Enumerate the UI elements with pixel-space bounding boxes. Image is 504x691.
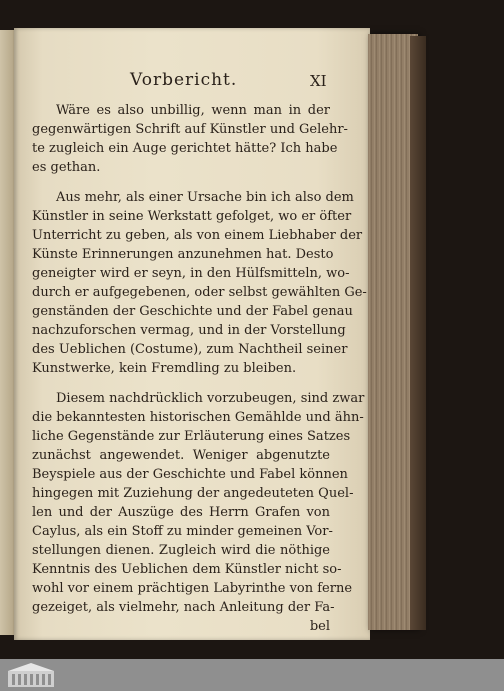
text-line: Kunstwerke, kein Fremdling zu bleiben. — [32, 361, 297, 376]
text-line: Kenntnis des Ueblichen dem Künstler nicht so- — [32, 562, 342, 577]
text-line: Diesem nachdrücklich vorzubeugen, sind zwar — [56, 391, 365, 406]
text-line: Caylus, als ein Stoff zu minder gemeinen Vor- — [32, 524, 333, 539]
catchword: bel — [309, 619, 330, 634]
viewer-footer-bar — [0, 659, 504, 691]
text-line: Künstler in seine Werkstatt gefolget, wo er öfter — [32, 209, 352, 224]
text-line: Unterricht zu geben, als von einem Liebhaber der — [32, 228, 363, 243]
text-line: nachzuforschen vermag, und in der Vorstellung — [32, 323, 346, 338]
running-head-title: Vorbericht. — [130, 70, 238, 90]
book-cover-edge — [410, 36, 426, 630]
page-number: XI — [310, 72, 327, 90]
text-line: len und der Auszüge des Herrn Grafen von — [32, 505, 330, 520]
text-line: Künste Erinnerungen anzunehmen hat. Desto — [32, 247, 334, 262]
text-line: geneigter wird er seyn, in den Hülfsmitteln, wo- — [32, 266, 350, 281]
text-line: Aus mehr, als einer Ursache bin ich also dem — [56, 190, 354, 205]
text-line: Wäre es also unbillig, wenn man in der — [56, 103, 330, 118]
text-line: durch er aufgegebenen, oder selbst gewählten Ge- — [32, 285, 367, 300]
text-line: gegenwärtigen Schrift auf Künstler und Gelehr- — [32, 122, 348, 137]
text-line: genständen der Geschichte und der Fabel genau — [32, 304, 353, 319]
text-line: es gethan. — [32, 160, 101, 175]
text-line: te zugleich ein Auge gerichtet hätte? Ich habe — [32, 141, 338, 156]
library-building-icon — [6, 661, 56, 689]
text-line: stellungen dienen. Zugleich wird die nöthige — [32, 543, 330, 558]
text-line: liche Gegenstände zur Erläuterung eines Satzes — [32, 429, 351, 444]
text-line: des Ueblichen (Costume), zum Nachtheil seiner — [32, 342, 348, 357]
text-line: zunächst angewendet. Weniger abgenutzte — [32, 448, 330, 463]
text-line: hingegen mit Zuziehung der angedeuteten Quel- — [32, 486, 354, 501]
text-line: Beyspiele aus der Geschichte und Fabel können — [32, 467, 348, 482]
text-line: gezeiget, als vielmehr, nach Anleitung der Fa- — [32, 600, 335, 615]
text-line: wohl vor einem prächtigen Labyrinthe von ferne — [32, 581, 353, 596]
text-line: die bekanntesten historischen Gemählde und ähn- — [32, 410, 364, 425]
